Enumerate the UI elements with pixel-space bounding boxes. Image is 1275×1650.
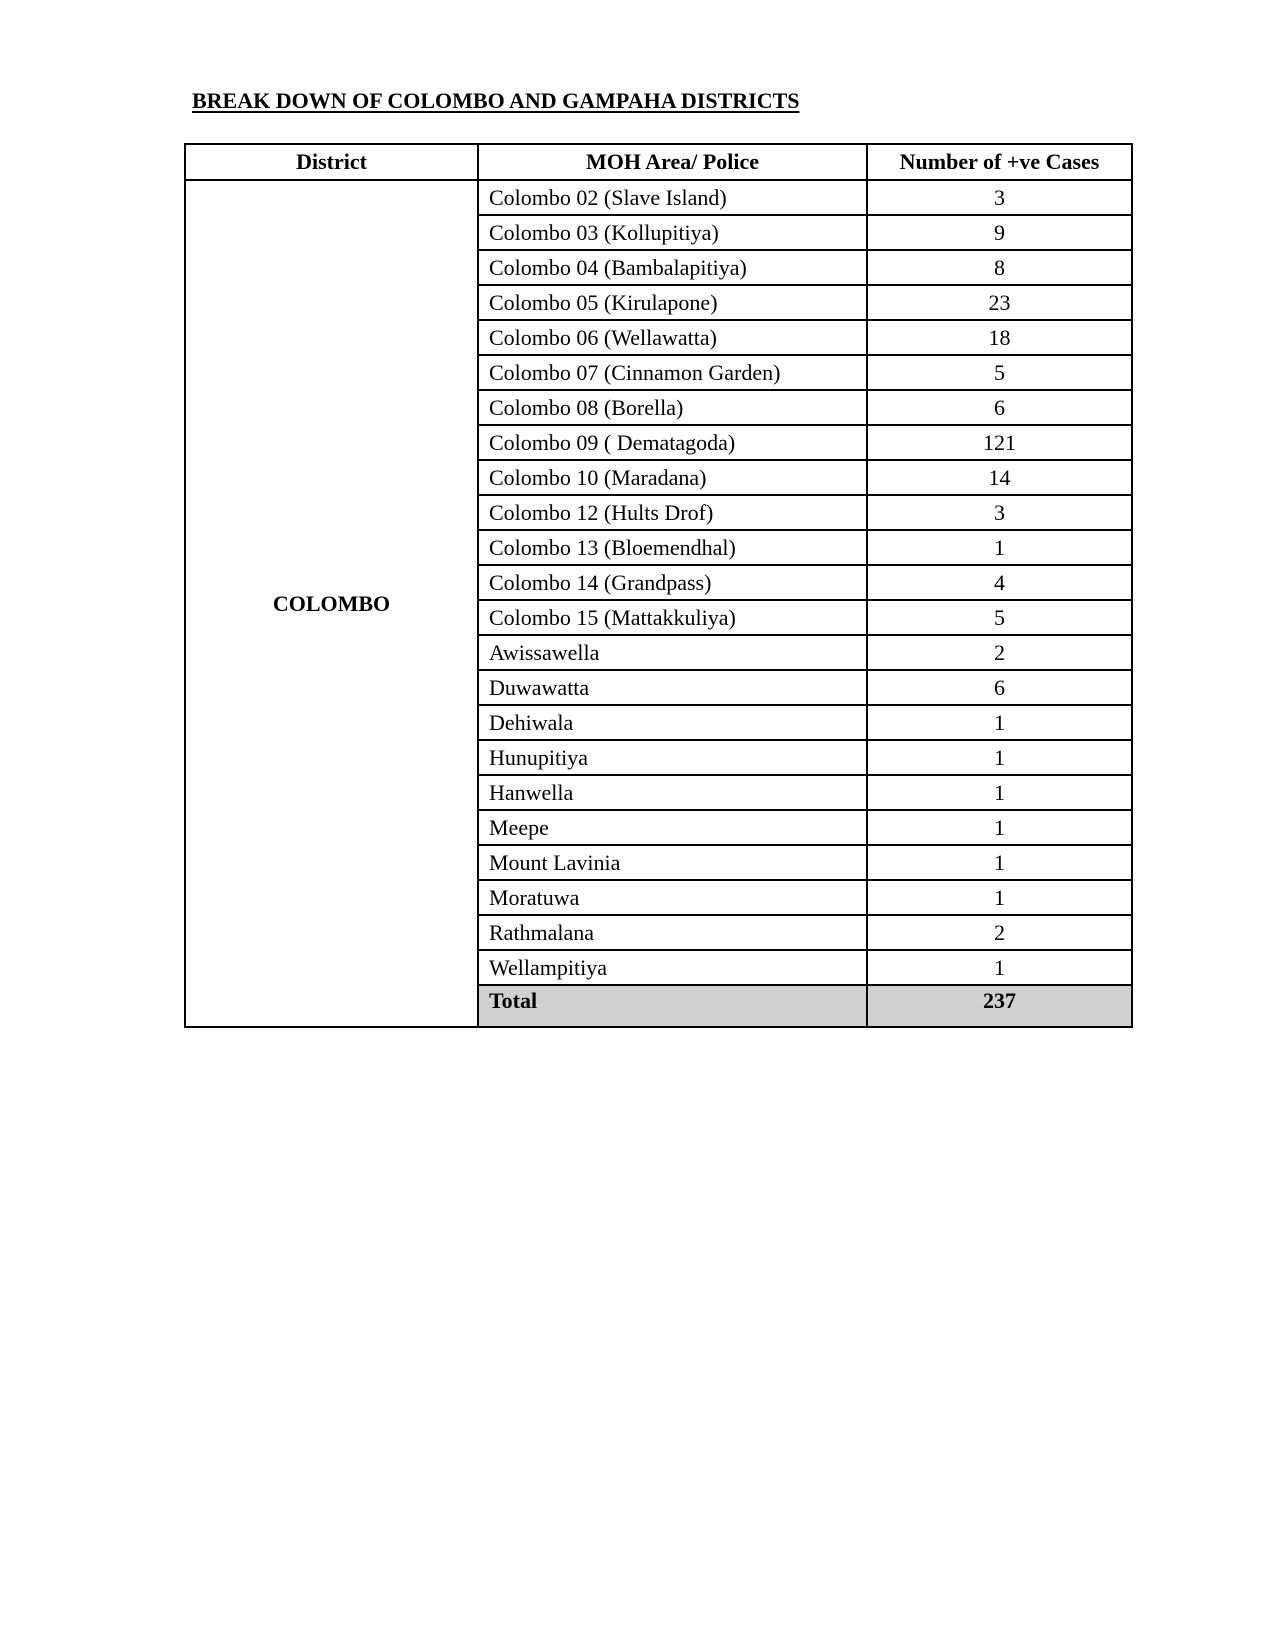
moh-area-cell: Colombo 02 (Slave Island) — [478, 180, 867, 215]
case-count-cell: 1 — [867, 530, 1132, 565]
moh-area-cell: Colombo 03 (Kollupitiya) — [478, 215, 867, 250]
case-count-cell: 6 — [867, 390, 1132, 425]
case-count-cell: 121 — [867, 425, 1132, 460]
moh-area-cell: Colombo 04 (Bambalapitiya) — [478, 250, 867, 285]
case-count-cell: 1 — [867, 740, 1132, 775]
moh-area-cell: Hanwella — [478, 775, 867, 810]
case-count-cell: 8 — [867, 250, 1132, 285]
moh-area-cell: Mount Lavinia — [478, 845, 867, 880]
case-count-cell: 1 — [867, 845, 1132, 880]
moh-area-cell: Hunupitiya — [478, 740, 867, 775]
case-count-cell: 6 — [867, 670, 1132, 705]
moh-area-cell: Meepe — [478, 810, 867, 845]
table-body — [185, 180, 1132, 1027]
case-count-cell: 2 — [867, 915, 1132, 950]
moh-area-cell: Colombo 15 (Mattakkuliya) — [478, 600, 867, 635]
moh-area-cell: Colombo 06 (Wellawatta) — [478, 320, 867, 355]
moh-area-cell: Colombo 14 (Grandpass) — [478, 565, 867, 600]
case-count-cell: 1 — [867, 810, 1132, 845]
header-district: District — [185, 144, 478, 180]
moh-area-cell: Colombo 10 (Maradana) — [478, 460, 867, 495]
case-count-cell: 14 — [867, 460, 1132, 495]
case-count-cell: 1 — [867, 775, 1132, 810]
moh-area-cell: Moratuwa — [478, 880, 867, 915]
document-title: BREAK DOWN OF COLOMBO AND GAMPAHA DISTRICTS — [192, 88, 800, 113]
table-header-row — [185, 144, 1132, 180]
case-count-cell: 3 — [867, 495, 1132, 530]
case-count-cell: 3 — [867, 180, 1132, 215]
moh-area-cell: Duwawatta — [478, 670, 867, 705]
moh-area-cell: Colombo 09 ( Dematagoda) — [478, 425, 867, 460]
case-count-cell: 18 — [867, 320, 1132, 355]
district-cell: COLOMBO — [185, 180, 478, 1027]
total-label: Total — [478, 985, 867, 1027]
case-count-cell: 4 — [867, 565, 1132, 600]
table-row — [185, 180, 1132, 215]
moh-area-cell: Wellampitiya — [478, 950, 867, 985]
moh-area-cell: Colombo 07 (Cinnamon Garden) — [478, 355, 867, 390]
moh-area-cell: Rathmalana — [478, 915, 867, 950]
moh-area-cell: Colombo 08 (Borella) — [478, 390, 867, 425]
moh-area-cell: Awissawella — [478, 635, 867, 670]
moh-area-cell: Colombo 12 (Hults Drof) — [478, 495, 867, 530]
moh-area-cell: Colombo 13 (Bloemendhal) — [478, 530, 867, 565]
case-count-cell: 5 — [867, 355, 1132, 390]
cases-table — [184, 143, 1133, 1028]
header-cases: Number of +ve Cases — [867, 144, 1132, 180]
case-count-cell: 9 — [867, 215, 1132, 250]
moh-area-cell: Colombo 05 (Kirulapone) — [478, 285, 867, 320]
case-count-cell: 1 — [867, 950, 1132, 985]
case-count-cell: 1 — [867, 705, 1132, 740]
total-value: 237 — [867, 985, 1132, 1027]
case-count-cell: 2 — [867, 635, 1132, 670]
case-count-cell: 1 — [867, 880, 1132, 915]
case-count-cell: 23 — [867, 285, 1132, 320]
moh-area-cell: Dehiwala — [478, 705, 867, 740]
case-count-cell: 5 — [867, 600, 1132, 635]
header-moh-area: MOH Area/ Police — [478, 144, 867, 180]
